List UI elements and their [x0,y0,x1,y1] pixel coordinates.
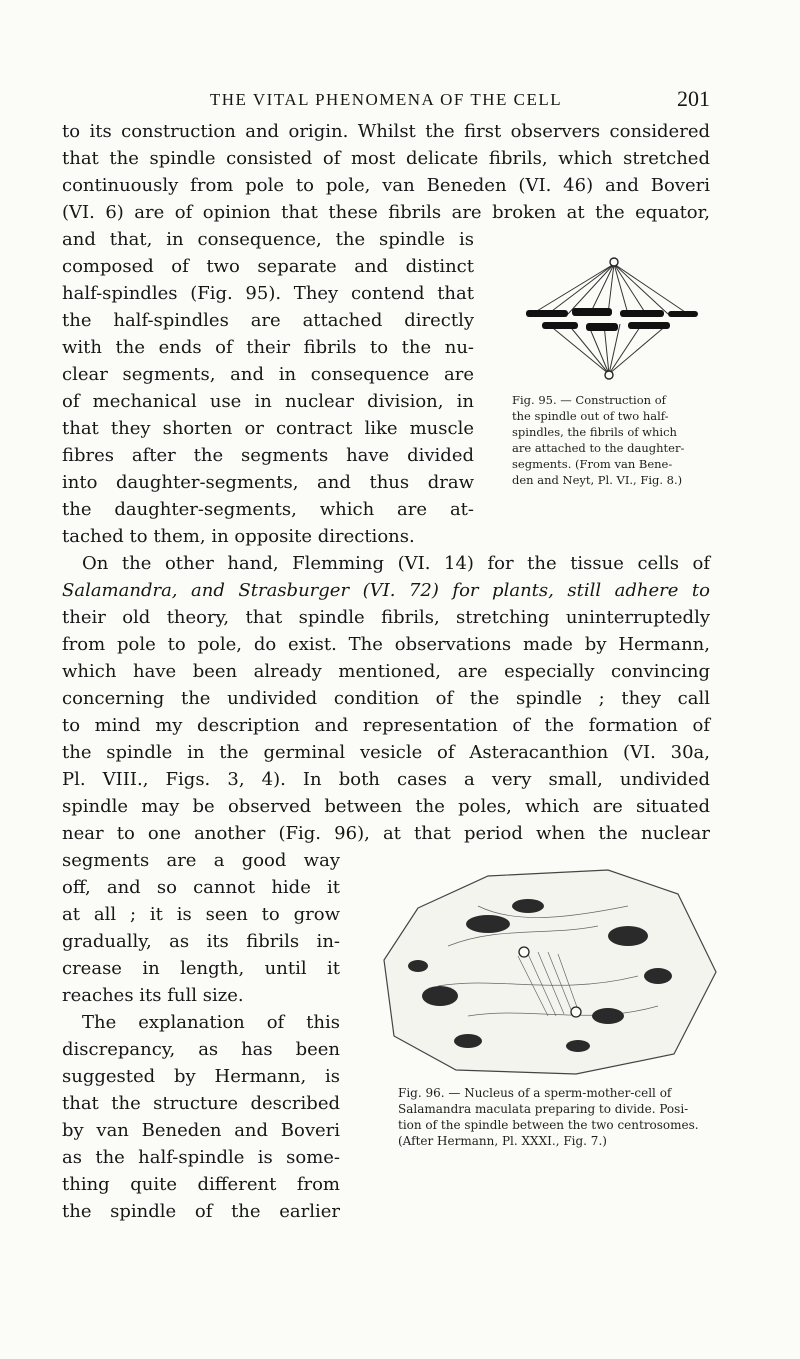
text-line: that they shorten or contract like muscle [62,418,474,439]
figure-96 [378,866,720,1076]
caption-line: Salamandra maculata preparing to divide. Posi- [398,1102,689,1116]
text-line: their old theory, that spindle fibrils, stretching uninterruptedly [62,607,710,628]
figure-95-caption [512,392,684,488]
text-line: with the ends of their fibrils to the nu- [62,337,474,358]
text-line: clear segments, and in consequence are [62,364,474,385]
text-line: Pl. VIII., Figs. 3, 4). In both cases a very small, undivided [62,769,710,790]
text-line: tached to them, in opposite directions. [62,526,415,547]
text-line: by van Beneden and Boveri [62,1120,340,1141]
text-line: segments are a good way [62,850,340,871]
text-line: from pole to pole, do exist. The observations made by Hermann, [62,634,710,655]
half-spindle-illustration [496,250,716,380]
text-line: into daughter-segments, and thus draw [62,472,474,493]
text-line: which have been already mentioned, are especially convincing [62,661,710,682]
caption-line: are attached to the daughter- [512,441,685,455]
figure-95 [496,250,716,380]
text-line: Salamandra, and Strasburger (VI. 72) for plants, still adhere to [62,580,710,601]
text-line: as the half-spindle is some- [62,1147,340,1168]
caption-line: Fig. 95. — Construction of [512,393,666,407]
text-line: continuously from pole to pole, van Beneden (VI. 46) and Boveri [62,175,710,196]
text-line: that the structure described [62,1093,340,1114]
text-line: composed of two separate and distinct [62,256,474,277]
text-line: suggested by Hermann, is [62,1066,340,1087]
text-line: The explanation of this [82,1012,340,1033]
caption-line: the spindle out of two half- [512,409,669,423]
caption-line: tion of the spindle between the two centrosomes. [398,1118,699,1132]
text-line: On the other hand, Flemming (VI. 14) for the tissue cells of [82,553,710,574]
text-line: (VI. 6) are of opinion that these fibrils are broken at the equator, [62,202,710,223]
text-line: at all ; it is seen to grow [62,904,340,925]
page-header [62,86,710,116]
text-line: half-spindles (Fig. 95). They contend that [62,283,474,304]
nucleus-illustration [378,866,720,1076]
text-line: fibres after the segments have divided [62,445,474,466]
text-line: concerning the undivided condition of the spindle ; they call [62,688,710,709]
text-line: to its construction and origin. Whilst the first observers considered [62,121,710,142]
text-line: to mind my description and representation of the formation of [62,715,710,736]
page-number: 201 [677,86,710,111]
caption-line: den and Neyt, Pl. VI., Fig. 8.) [512,473,683,487]
text-line: spindle may be observed between the poles, which are situated [62,796,710,817]
text-line: that the spindle consisted of most delicate fibrils, which stretched [62,148,710,169]
text-line: the daughter-segments, which are at- [62,499,474,520]
figure-96-caption [398,1085,699,1149]
text-line: the spindle of the earlier [62,1201,340,1222]
text-line: off, and so cannot hide it [62,877,340,898]
caption-line: Fig. 96. — Nucleus of a sperm-mother-cell of [398,1086,672,1100]
text-line: thing quite different from [62,1174,340,1195]
text-line: the spindle in the germinal vesicle of Asteracanthion (VI. 30a, [62,742,710,763]
text-line: discrepancy, as has been [62,1039,340,1060]
text-line: reaches its full size. [62,985,244,1006]
caption-line: spindles, the fibrils of which [512,425,677,439]
text-line: and that, in consequence, the spindle is [62,229,474,250]
caption-line: segments. (From van Bene- [512,457,673,471]
text-line: crease in length, until it [62,958,340,979]
text-line: the half-spindles are attached directly [62,310,474,331]
text-line: gradually, as its fibrils in- [62,931,340,952]
text-line: of mechanical use in nuclear division, in [62,391,474,412]
text-line: near to one another (Fig. 96), at that period when the nuclear [62,823,710,844]
running-title: THE VITAL PHENOMENA OF THE CELL [209,90,563,109]
caption-line: (After Hermann, Pl. XXXI., Fig. 7.) [398,1134,607,1148]
